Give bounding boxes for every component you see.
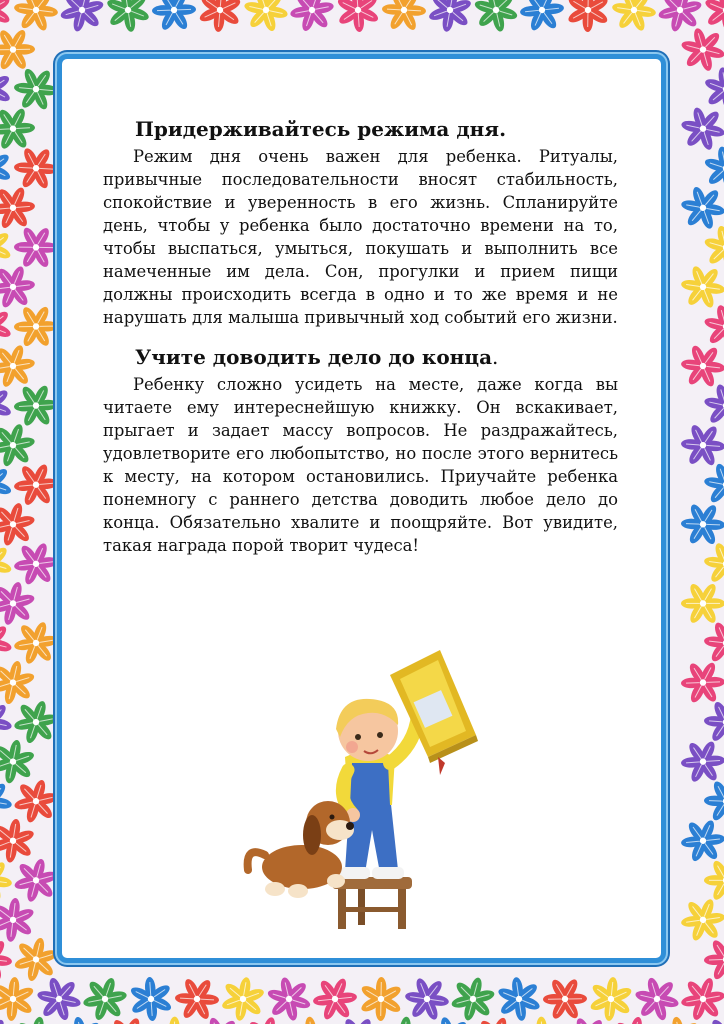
flower-icon: [396, 968, 457, 1024]
flower-icon: [0, 99, 42, 158]
flower-icon: [380, 1014, 428, 1024]
flower-icon: [0, 338, 41, 395]
flower-icon: [0, 656, 39, 709]
flower-icon: [0, 179, 42, 237]
flower-icon: [77, 971, 132, 1024]
boy-with-book-illustration: [240, 645, 490, 930]
flower-icon: [0, 0, 12, 32]
section-text-finish: Ребенку сложно усидеть на месте, даже когда вы читаете ему интереснейшую книжку. Он вскакивает, прыгает и задает массу вопросов. Не раздражайтесь, удовлетворите его любопытство, но после этого вернитесь к месту, на котором остановились. Приучайте ребенка понемногу с раннего детства доводить любое дело до конца. Обязательно хвалите и поощряйте. Вот увидите, такая награда порой творит чудеса!: [103, 375, 618, 555]
flower-icon: [673, 336, 724, 397]
flower-icon: [0, 20, 43, 79]
flower-icon: [11, 1013, 62, 1024]
flower-icon: [672, 19, 724, 81]
section-heading-schedule: Придерживайтесь режима дня.: [135, 117, 507, 141]
flower-icon: [0, 736, 38, 787]
flower-icon: [167, 969, 227, 1024]
puppy-icon: [248, 801, 354, 898]
flower-icon: [0, 497, 40, 552]
stool-icon: [332, 877, 412, 929]
flower-icon: [513, 0, 570, 39]
flower-icon: [608, 1013, 660, 1024]
flower-icon: [235, 0, 297, 41]
flower-icon: [0, 975, 36, 1023]
flower-icon: [535, 969, 594, 1024]
flower-icon: [566, 0, 610, 32]
section-text-schedule: Режим дня очень важен для ребенка. Ритуалы, привычные последовательности вносят стабильность, спокойствие и уверенность в его жизнь. Спланируйте день, чтобы у ребенка было достаточно времени на то, чтобы выспаться, умыться, покушать и выполнить все намеченные им дела. Сон, прогулки и прием пищи должны происходить всегда в одно и то же время и не нарушать для малыша привычный ход событий его жизни.: [103, 147, 618, 327]
flower-icon: [152, 1016, 197, 1024]
flower-icon: [359, 977, 403, 1022]
boy-icon: [336, 699, 426, 879]
flower-icon: [258, 968, 320, 1024]
flower-icon: [284, 0, 339, 38]
flower-icon: [603, 0, 664, 41]
flower-icon: [587, 975, 635, 1023]
flower-icon: [673, 415, 724, 476]
flower-icon: [446, 972, 499, 1024]
flower-icon: [97, 0, 158, 41]
flower-icon: [10, 933, 62, 986]
flower-icon: [675, 891, 724, 948]
flower-icon: [306, 970, 363, 1024]
flower-icon: [239, 1011, 293, 1024]
flower-icon: [145, 0, 204, 40]
flower-icon: [425, 0, 475, 35]
flower-icon: [672, 177, 724, 239]
flower-icon: [374, 0, 434, 40]
flower-icon: [56, 0, 109, 37]
flower-icon: [0, 816, 38, 866]
flower-icon: [218, 974, 268, 1024]
flower-icon: [197, 0, 244, 34]
flower-icon: [0, 577, 40, 631]
flower-icon: [465, 0, 527, 41]
flower-icon: [672, 98, 724, 160]
flower-icon: [0, 895, 37, 944]
flower-icon: [0, 417, 41, 473]
flower-icon: [121, 969, 182, 1024]
flower-icon: [626, 968, 688, 1024]
flower-icon: [28, 968, 90, 1024]
flower-icon: [328, 0, 389, 40]
flower-icon: [0, 258, 42, 315]
flower-icon: [672, 256, 724, 317]
section-heading-finish: Учите доводить дело до конца.: [135, 345, 499, 369]
article: [103, 115, 618, 557]
flower-icon: [488, 968, 549, 1024]
flower-icon: [468, 1010, 524, 1024]
flower-icon: [5, 0, 66, 41]
